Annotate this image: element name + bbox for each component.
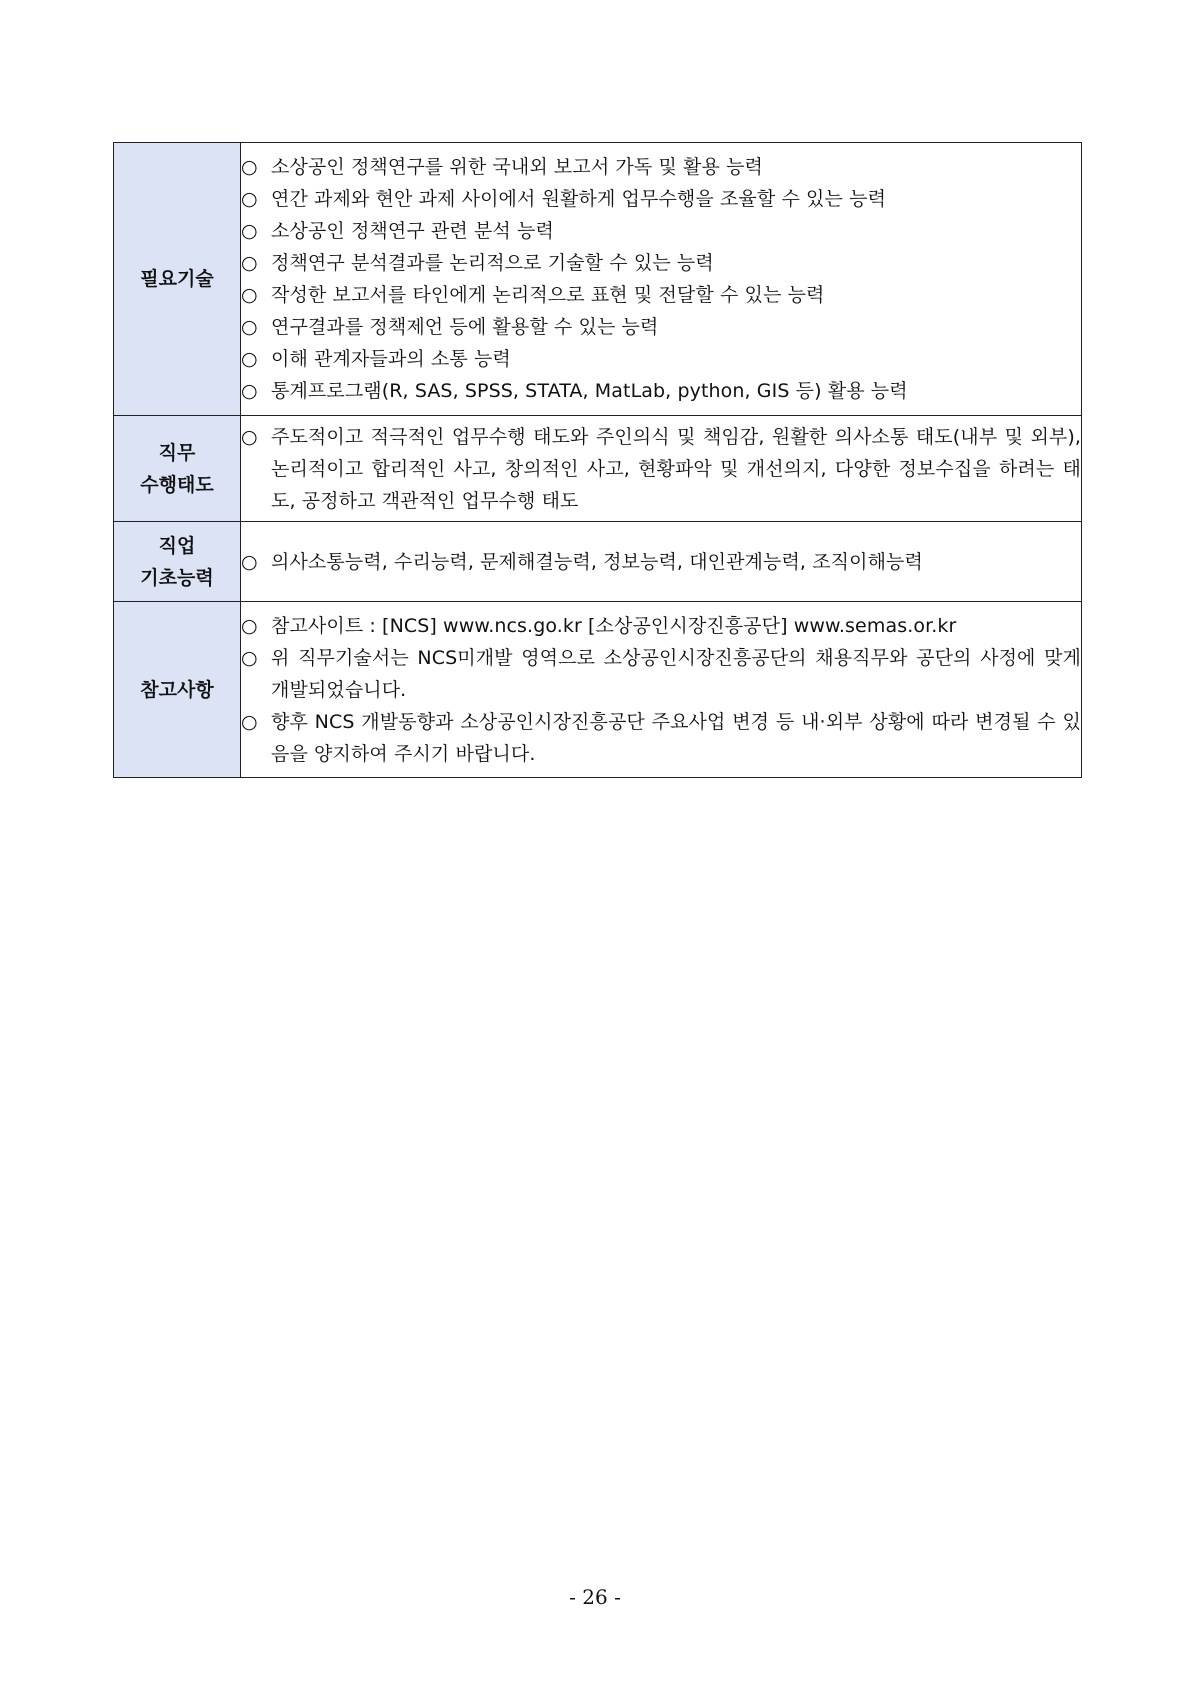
- label-basic-competency: 직업 기초능력: [114, 522, 241, 602]
- list-item: ○ 연간 과제와 현안 과제 사이에서 원활하게 업무수행을 조율할 수 있는 능력: [241, 183, 1081, 215]
- label-required-skills: 필요기술: [114, 143, 241, 416]
- bullet-icon: ○: [241, 252, 258, 274]
- bullet-icon: ○: [241, 188, 258, 210]
- list-item: ○ 의사소통능력, 수리능력, 문제해결능력, 정보능력, 대인관계능력, 조직이해능력: [241, 546, 1081, 578]
- bullet-icon: ○: [241, 425, 258, 448]
- bullet-icon: ○: [241, 316, 258, 338]
- bullet-icon: ○: [241, 550, 258, 573]
- row-required-skills: [114, 143, 1082, 416]
- bullet-icon: ○: [241, 348, 258, 370]
- bullet-icon: ○: [241, 614, 258, 637]
- list-item: ○ 향후 NCS 개발동향과 소상공인시장진흥공단 주요사업 변경 등 내·외부 상황에 따라 변경될 수 있음을 양지하여 주시기 바랍니다.: [241, 706, 1081, 770]
- row-basic-competency: [114, 522, 1082, 602]
- bullet-icon: ○: [241, 380, 258, 402]
- bullet-icon: ○: [241, 220, 258, 242]
- content-work-attitude: [241, 416, 1082, 522]
- label-work-attitude: 직무 수행태도: [114, 416, 241, 522]
- list-item: ○ 작성한 보고서를 타인에게 논리적으로 표현 및 전달할 수 있는 능력: [241, 279, 1081, 311]
- list-item: ○ 참고사이트 : [NCS] www.ncs.go.kr [소상공인시장진흥공단] www.semas.or.kr: [241, 610, 1081, 642]
- list-item: ○ 연구결과를 정책제언 등에 활용할 수 있는 능력: [241, 311, 1081, 343]
- list-item: ○ 소상공인 정책연구를 위한 국내외 보고서 가독 및 활용 능력: [241, 151, 1081, 183]
- label-reference: 참고사항: [114, 602, 241, 778]
- list-item: ○ 위 직무기술서는 NCS미개발 영역으로 소상공인시장진흥공단의 채용직무와 공단의 사정에 맞게 개발되었습니다.: [241, 642, 1081, 706]
- list-item: ○ 통계프로그램(R, SAS, SPSS, STATA, MatLab, python, GIS 등) 활용 능력: [241, 375, 1081, 407]
- bullet-icon: ○: [241, 284, 258, 306]
- content-basic-competency: [241, 522, 1082, 602]
- content-required-skills: [241, 143, 1082, 416]
- bullet-icon: ○: [241, 156, 258, 178]
- row-work-attitude: [114, 416, 1082, 522]
- list-item: ○ 이해 관계자들과의 소통 능력: [241, 343, 1081, 375]
- list-item: ○ 소상공인 정책연구 관련 분석 능력: [241, 215, 1081, 247]
- content-reference: [241, 602, 1082, 778]
- page-number: - 26 -: [569, 1585, 621, 1609]
- list-item: ○ 정책연구 분석결과를 논리적으로 기술할 수 있는 능력: [241, 247, 1081, 279]
- bullet-icon: ○: [241, 646, 258, 669]
- bullet-icon: ○: [241, 710, 258, 733]
- job-description-table: [113, 142, 1082, 778]
- row-reference: [114, 602, 1082, 778]
- list-item: ○ 주도적이고 적극적인 업무수행 태도와 주인의식 및 책임감, 원활한 의사소통 태도(내부 및 외부), 논리적이고 합리적인 사고, 창의적인 사고, 현황파악 및 개선의지, 다양한 정보수집을 하려는 태도, 공정하고 객관적인 업무수행 태도: [241, 421, 1081, 517]
